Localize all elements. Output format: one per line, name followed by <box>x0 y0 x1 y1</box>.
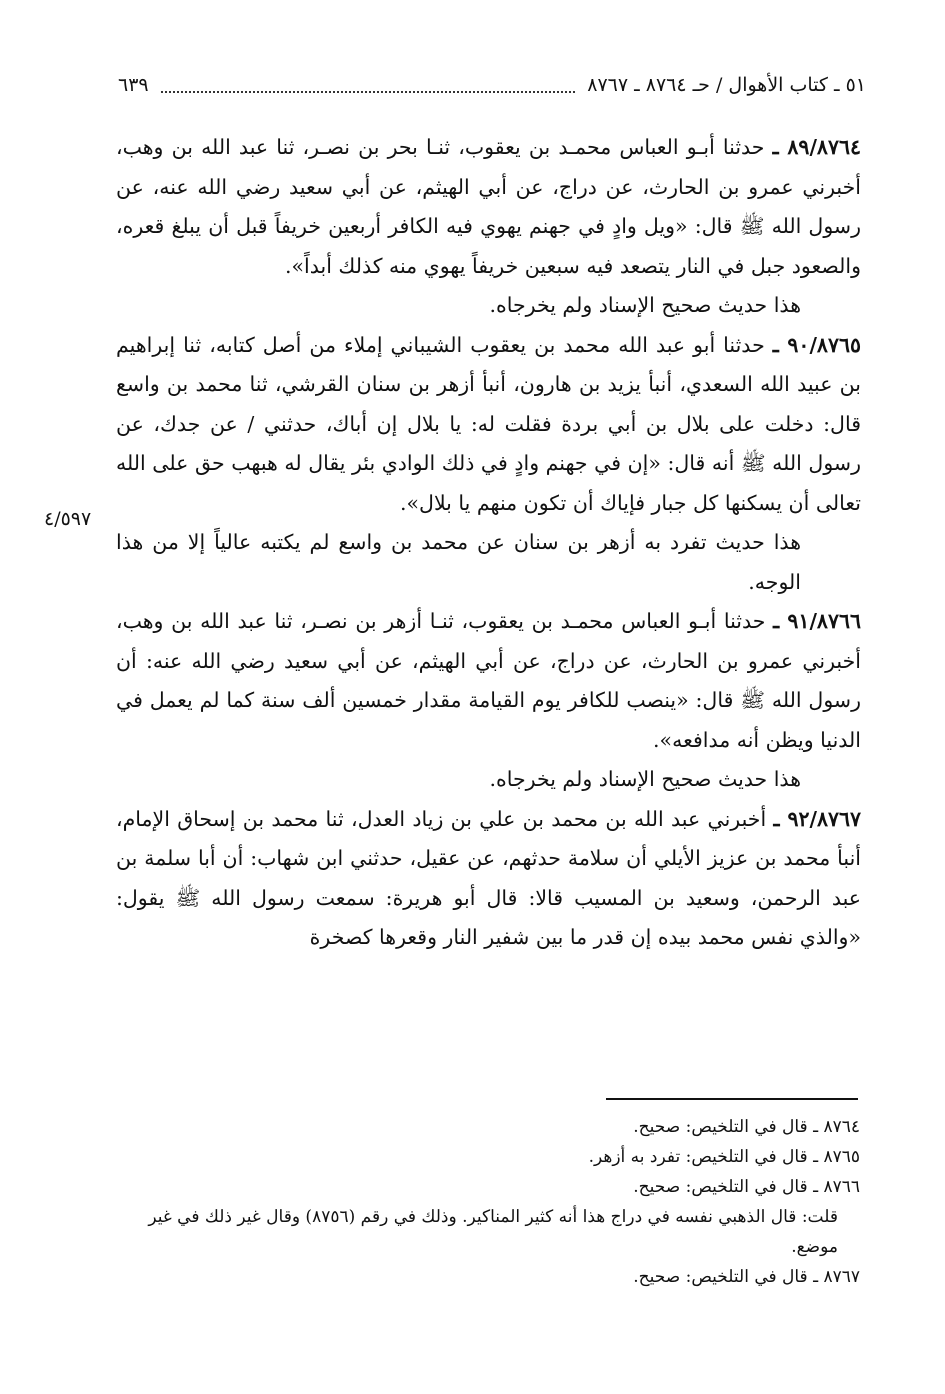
hadith-8764 <box>116 128 861 326</box>
running-title: ٥١ ـ كتاب الأهوال / حـ ٨٧٦٤ ـ ٨٧٦٧ <box>587 74 866 96</box>
hadith-verdict: هذا حديث تفرد به أزهر بن سنان عن محمد بن واسع لم يكتبه عالياً إلا من هذا الوجه. <box>116 530 801 594</box>
hadith-text: أخبرني عبد الله بن محمد بن علي بن زياد العدل، ثنا محمد بن إسحاق الإمام، أنبأ محمد بن عزيز الأيلي أن سلامة حدثهم، عن عقيل، حدثني ابن شهاب: أن أبا سلمة بن عبد الرحمن، وسعيد بن المسيب قالا: قال أبو هريرة: سمعت رسول الله ﷺ يقول: «والذي نفس محمد بيده إن قدر ما بين شفير النار وقعرها كصخرة <box>116 806 861 949</box>
hadith-8767 <box>116 800 861 958</box>
footnote-note: قلت: قال الذهبي نفسه في دراج هذا أنه كثير المناكير. وذلك في رقم (٨٧٥٦) وقال غير ذلك في غير موضع. <box>148 1207 838 1257</box>
hadith-paragraph <box>116 128 861 286</box>
hadith-number: ٩٢/٨٧٦٧ ـ <box>773 806 861 831</box>
footnote-divider <box>606 1098 858 1100</box>
margin-reference: ٤/٥٩٧ <box>44 508 92 530</box>
page-number: ٦٣٩ <box>118 74 149 96</box>
hadith-paragraph <box>116 602 861 760</box>
hadith-paragraph <box>116 326 861 524</box>
hadith-text: حدثنا أبـو العباس محمـد بن يعقوب، ثنـا أزهر بن نصـر، ثنا عبد الله بن وهب، أخبرني عمرو بن الحارث، عن دراج، عن أبي الهيثم، عن أبي سعيد رضي الله عنه: أن رسول الله ﷺ قال: «ينصب للكافر يوم القيامة مقدار خمسين ألف سنة كما لم يعمل في الدنيا ويظن أنه مدافعه». <box>116 609 861 752</box>
hadith-number: ٩٠/٨٧٦٥ ـ <box>772 332 861 357</box>
footnotes <box>100 1112 860 1292</box>
running-header <box>118 68 866 102</box>
footnote-8764: ٨٧٦٤ ـ قال في التلخيص: صحيح. <box>633 1117 860 1137</box>
hadith-number: ٨٩/٨٧٦٤ ـ <box>772 135 861 159</box>
hadith-paragraph <box>116 800 861 958</box>
footnote-8766: ٨٧٦٦ ـ قال في التلخيص: صحيح. <box>633 1177 860 1197</box>
header-dot-leader <box>161 77 576 93</box>
hadith-8765 <box>116 326 861 603</box>
hadith-8766 <box>116 602 861 800</box>
hadith-number: ٩١/٨٧٦٦ ـ <box>773 609 861 633</box>
hadith-text: حدثنا أبـو العباس محمـد بن يعقوب، ثنـا بحر بن نصـر، ثنا عبد الله بن وهب، أخبرني عمرو بن الحارث، عن دراج، عن أبي الهيثم، عن أبي سعيد رضي الله عنه، عن رسول الله ﷺ قال: «ويل وادٍ في جهنم يهوي فيه الكافر أربعين خريفاً قبل أن يبلغ قعره، والصعود جبل في النار يتصعد فيه سبعين خريفاً يهوي منه كذلك أبداً». <box>116 135 861 278</box>
hadith-verdict: هذا حديث صحيح الإسناد ولم يخرجاه. <box>489 767 801 791</box>
hadith-verdict: هذا حديث صحيح الإسناد ولم يخرجاه. <box>489 293 801 317</box>
hadith-text: حدثنا أبو عبد الله محمد بن يعقوب الشيباني إملاء من أصل كتابه، ثنا إبراهيم بن عبيد الله السعدي، أنبأ يزيد بن هارون، أنبأ أزهر بن سنان القرشي، ثنا محمد بن واسع قال: دخلت على بلال بن أبي بردة فقلت له: يا بلال إن أباك، حدثني / عن جدك، عن رسول الله ﷺ أنه قال: «إن في جهنم وادٍ في ذلك الوادي بئر يقال له هبهب حق على الله تعالى أن يسكنها كل جبار فإياك أن تكون منهم يا بلال». <box>116 332 861 515</box>
footnote-8765: ٨٧٦٥ ـ قال في التلخيص: تفرد به أزهر. <box>588 1147 860 1167</box>
main-text <box>116 128 861 958</box>
footnote-8767: ٨٧٦٧ ـ قال في التلخيص: صحيح. <box>633 1267 860 1287</box>
